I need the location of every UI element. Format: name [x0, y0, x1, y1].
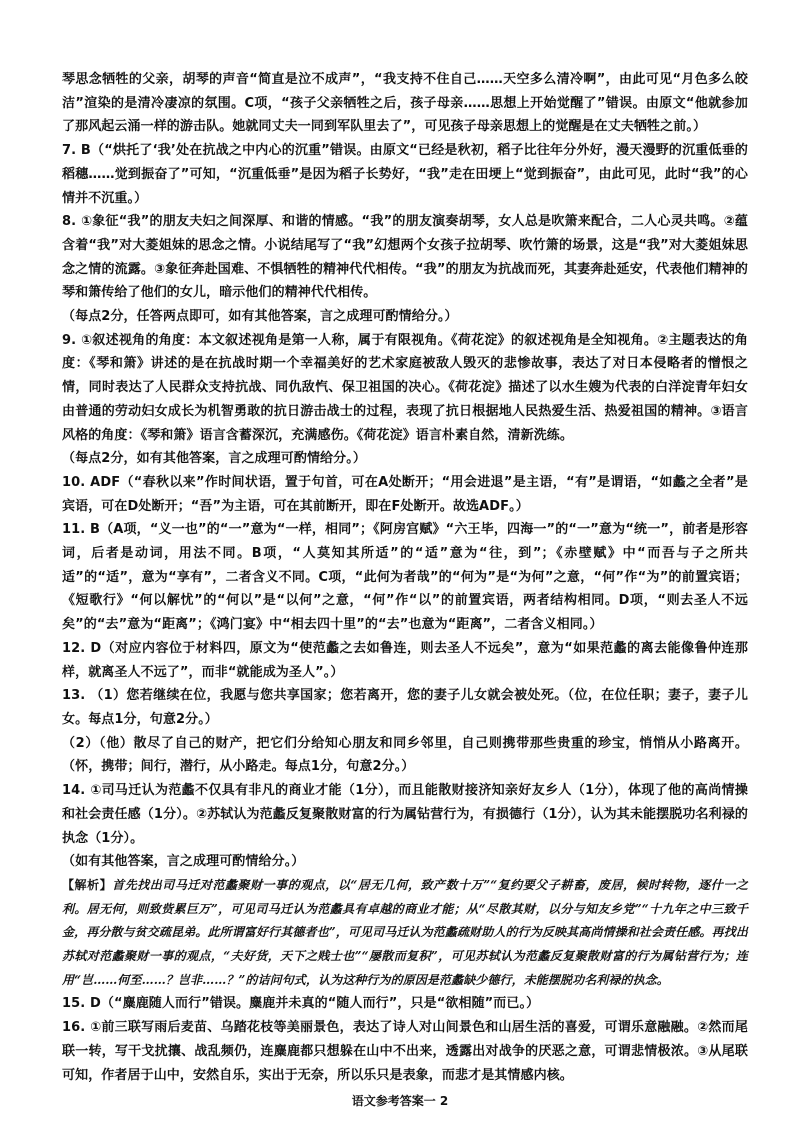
answer-10	[62, 471, 748, 518]
analysis-block	[62, 874, 748, 993]
scoring-note: （如有其他答案，言之成理可酌情给分。）	[62, 854, 305, 870]
answer-text: 12. D（对应内容位于材料四，原文为“使范蠡之去如鲁连，则去圣人不远矣”，意为“如果范蠡的离去能像鲁仲连那样，就离圣人不远了”，而非“就能成为圣人”。）	[62, 640, 748, 680]
scoring-note: （每点2分，如有其他答案，言之成理可酌情给分。）	[62, 451, 366, 467]
answer-text: 8. ①象征“我”的朋友夫妇之间深厚、和谐的情感。“我”的朋友演奏胡琴，女人总是吹箫来配合，二人心灵共鸣。②蕴含着“我”对大菱姐妹的思念之情。小说结尾写了“我”幻想两个女孩子拉胡琴、吹竹箫的场景，这是“我”对大菱姐妹思念之情的流露。③象征奔赴国难、不惧牺牲的精神代代相传。“我”的朋友为抗战而死，其妻奔赴延安，代表他们精神的琴和箫传给了他们的女儿，暗示他们的精神代代相传。	[62, 214, 748, 301]
answer-12	[62, 637, 748, 684]
answer-text: 14. ①司马迁认为范蠡不仅具有非凡的商业才能（1分），而且能散财接济知亲好友乡人（1分），体现了他的高尚情操和社会责任感（1分）。②苏轼认为范蠡反复聚散财富的行为属钻营行为，有损德行（1分），认为其未能摆脱功名利禄的执念（1分）。	[62, 783, 748, 846]
answer-14	[62, 779, 748, 992]
answer-text: 7. B（“烘托了‘我’处在抗战之中内心的沉重”错误。由原文“已经是秋初，稻子比往年分外好，漫天漫野的沉重低垂的稻穗……觉到振奋了”可知，“沉重低垂”是因为稻子长势好，“我”走在田埂上“觉到振奋”，由此可见，此时“我”的心情并不沉重。）	[62, 143, 748, 206]
answer-text: 9. ①叙述视角的角度：本文叙述视角是第一人称，属于有限视角。《荷花淀》的叙述视角是全知视角。②主题表达的角度：《琴和箫》讲述的是在抗战时期一个幸福美好的艺术家庭被敌人毁灭的悲惨故事，表达了对日本侵略者的憎恨之情，同时表达了人民群众支持抗战、同仇敌忾、保卫祖国的决心。《荷花淀》描述了以水生嫂为代表的白洋淀青年妇女由普通的劳动妇女成长为机智勇敢的抗日游击战士的过程，表现了抗日根据地人民热爱生活、热爱祖国的精神。③语言风格的角度：《琴和箫》语言含蓄深沉，充满感伤。《荷花淀》语言朴素自然，清新洗练。	[62, 332, 748, 443]
answer-13	[62, 684, 748, 779]
answer-text: 琴思念牺牲的父亲，胡琴的声音“简直是泣不成声”，“我支持不住自己……天空多么清冷啊”，由此可见“月色多么皎洁”渲染的是清冷凄凉的氛围。C项，“孩子父亲牺牲之后，孩子母亲……思想上开始觉醒了”错误。由原文“他就参加了那风起云涌一样的游击队。她就同丈夫一同到军队里去了”，可见孩子母亲思想上的觉醒是在丈夫牺牲之前。）	[62, 72, 748, 135]
answer-text: （2）（他）散尽了自己的财产，把它们分给知心朋友和同乡邻里，自己则携带那些贵重的珍宝，悄悄从小路离开。（怀，携带；间行，潜行，从小路走。每点1分，句意2分。）	[62, 735, 748, 775]
answer-text: 11. B（A项，“义一也”的“一”意为“一样，相同”；《阿房宫赋》“六王毕，四海一”的“一”意为“统一”，前者是形容词，后者是动词，用法不同。B项，“人莫知其所适”的“适”意为“往，到”；《赤壁赋》中“而吾与子之所共适”的“适”，意为“享有”，二者含义不同。C项，“此何为者哉”的“何为”是“为何”之意，“何”作“为”的前置宾语；《短歌行》“何以解忧”的“何以”是“以何”之意，“何”作“以”的前置宾语，两者结构相同。D项，“则去圣人不远矣”的“去”意为“距离”；《鸿门宴》中“相去四十里”的“去”也意为“距离”，二者含义相同。）	[62, 522, 748, 633]
answer-text: 13. （1）您若继续在位，我愿与您共享国家；您若离开，您的妻子儿女就会被处死。（位，在位任职；妻子，妻子儿女。每点1分，句意2分。）	[62, 688, 748, 727]
answer-15	[62, 992, 748, 1016]
answer-text: 10. ADF（“春秋以来”作时间状语，置于句首，可在A处断开；“用会进退”是主语，“有”是谓语，“如蠡之全者”是宾语，可在D处断开；“吾”为主语，可在其前断开，即在F处断开。故选ADF。）	[62, 474, 748, 514]
answer-page	[62, 68, 748, 1087]
answer-11	[62, 518, 748, 637]
scoring-note: （每点2分，任答两点即可，如有其他答案，言之成理可酌情给分。）	[62, 309, 458, 325]
answer-9	[62, 329, 748, 471]
answer-continuation	[62, 68, 748, 139]
answer-7	[62, 139, 748, 210]
analysis-text: 首先找出司马迁对范蠡聚财一事的观点，以“居无几何，致产数十万”“复约要父子耕畜，废居，候时转物，逐什一之利。居无何，则致赀累巨万”，可见司马迁认为范蠡具有卓越的商业才能；从“尽散其财，以分与知友乡党”“十九年之中三致千金，再分散与贫交疏昆弟。此所谓富好行其德者也”，可见司马迁认为范蠡疏财助人的行为反映其高尚情操和社会责任感。再找出苏轼对范蠡聚财一事的观点，“夫好货，天下之贱士也”“屡散而复积”，可见苏轼认为范蠡反复聚散财富的行为属钻营行为；连用“岂……何至……？岂非……？”的诘问句式，认为这种行为的原因是范蠡缺少德行，未能摆脱功名利禄的执念。	[62, 877, 748, 987]
answer-text: 16. ①前三联写雨后麦苗、乌踏花枝等美丽景色，表达了诗人对山间景色和山居生活的喜爱，可谓乐意融融。②然而尾联一转，写干戈扰攘、战乱频仍，连麋鹿都只想躲在山中不出来，透露出对战争的厌恶之意，可谓悲情极浓。③从尾联可知，作者居于山中，安然自乐，实出于无奈，所以乐只是表象，而悲才是其情感内核。	[62, 1020, 748, 1083]
analysis-tag: 【解析】	[62, 877, 113, 892]
answer-text: 15. D（“麋鹿随人而行”错误。麋鹿并未真的“随人而行”，只是“欲相随”而已。）	[62, 996, 540, 1012]
answer-8	[62, 210, 748, 329]
page-footer: 语文参考答案一 2	[351, 1094, 449, 1108]
answer-16	[62, 1016, 748, 1087]
